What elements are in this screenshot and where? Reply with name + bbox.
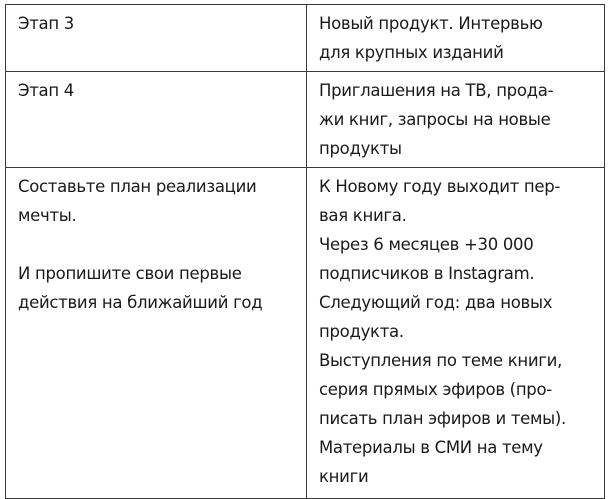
description-line: для крупных изданий	[319, 43, 504, 62]
stage-description-cell	[307, 5, 605, 72]
plan-line: Материалы в СМИ на тему	[319, 438, 543, 457]
spacer	[18, 230, 296, 259]
description-line: жи книг, запросы на новые	[319, 110, 551, 129]
plan-line: писать план эфиров и темы).	[319, 409, 566, 428]
instruction-line: И пропишите свои первые	[18, 264, 242, 283]
description-line: Приглашения на ТВ, прода-	[319, 81, 554, 100]
plan-line: Через 6 месяцев +30 000	[319, 235, 534, 254]
description-line: Новый продукт. Интервью	[319, 14, 543, 33]
table-row-stage-3	[6, 5, 605, 72]
instruction-cell	[6, 168, 307, 499]
plan-line: книги	[319, 467, 369, 486]
stage-cell	[6, 5, 307, 72]
plan-line: вая книга.	[319, 206, 407, 225]
stage-label: Этап 3	[18, 14, 74, 33]
plan-table	[5, 4, 605, 499]
instruction-line: действия на ближайший год	[18, 293, 263, 312]
plan-line: подписчиков в Instagram.	[319, 264, 535, 283]
plan-line: серия прямых эфиров (про-	[319, 380, 552, 399]
table-row-plan	[6, 168, 605, 499]
plan-example-cell	[307, 168, 605, 499]
stage-label: Этап 4	[18, 81, 74, 100]
stage-cell	[6, 72, 307, 168]
plan-line: продукта.	[319, 322, 404, 341]
description-line: продукты	[319, 139, 402, 158]
plan-line: Следующий год: два новых	[319, 293, 553, 312]
instruction-line: мечты.	[18, 206, 77, 225]
table-row-stage-4	[6, 72, 605, 168]
plan-line: К Новому году выходит пер-	[319, 177, 561, 196]
stage-description-cell	[307, 72, 605, 168]
instruction-line: Составьте план реализации	[18, 177, 257, 196]
plan-line: Выступления по теме книги,	[319, 351, 563, 370]
